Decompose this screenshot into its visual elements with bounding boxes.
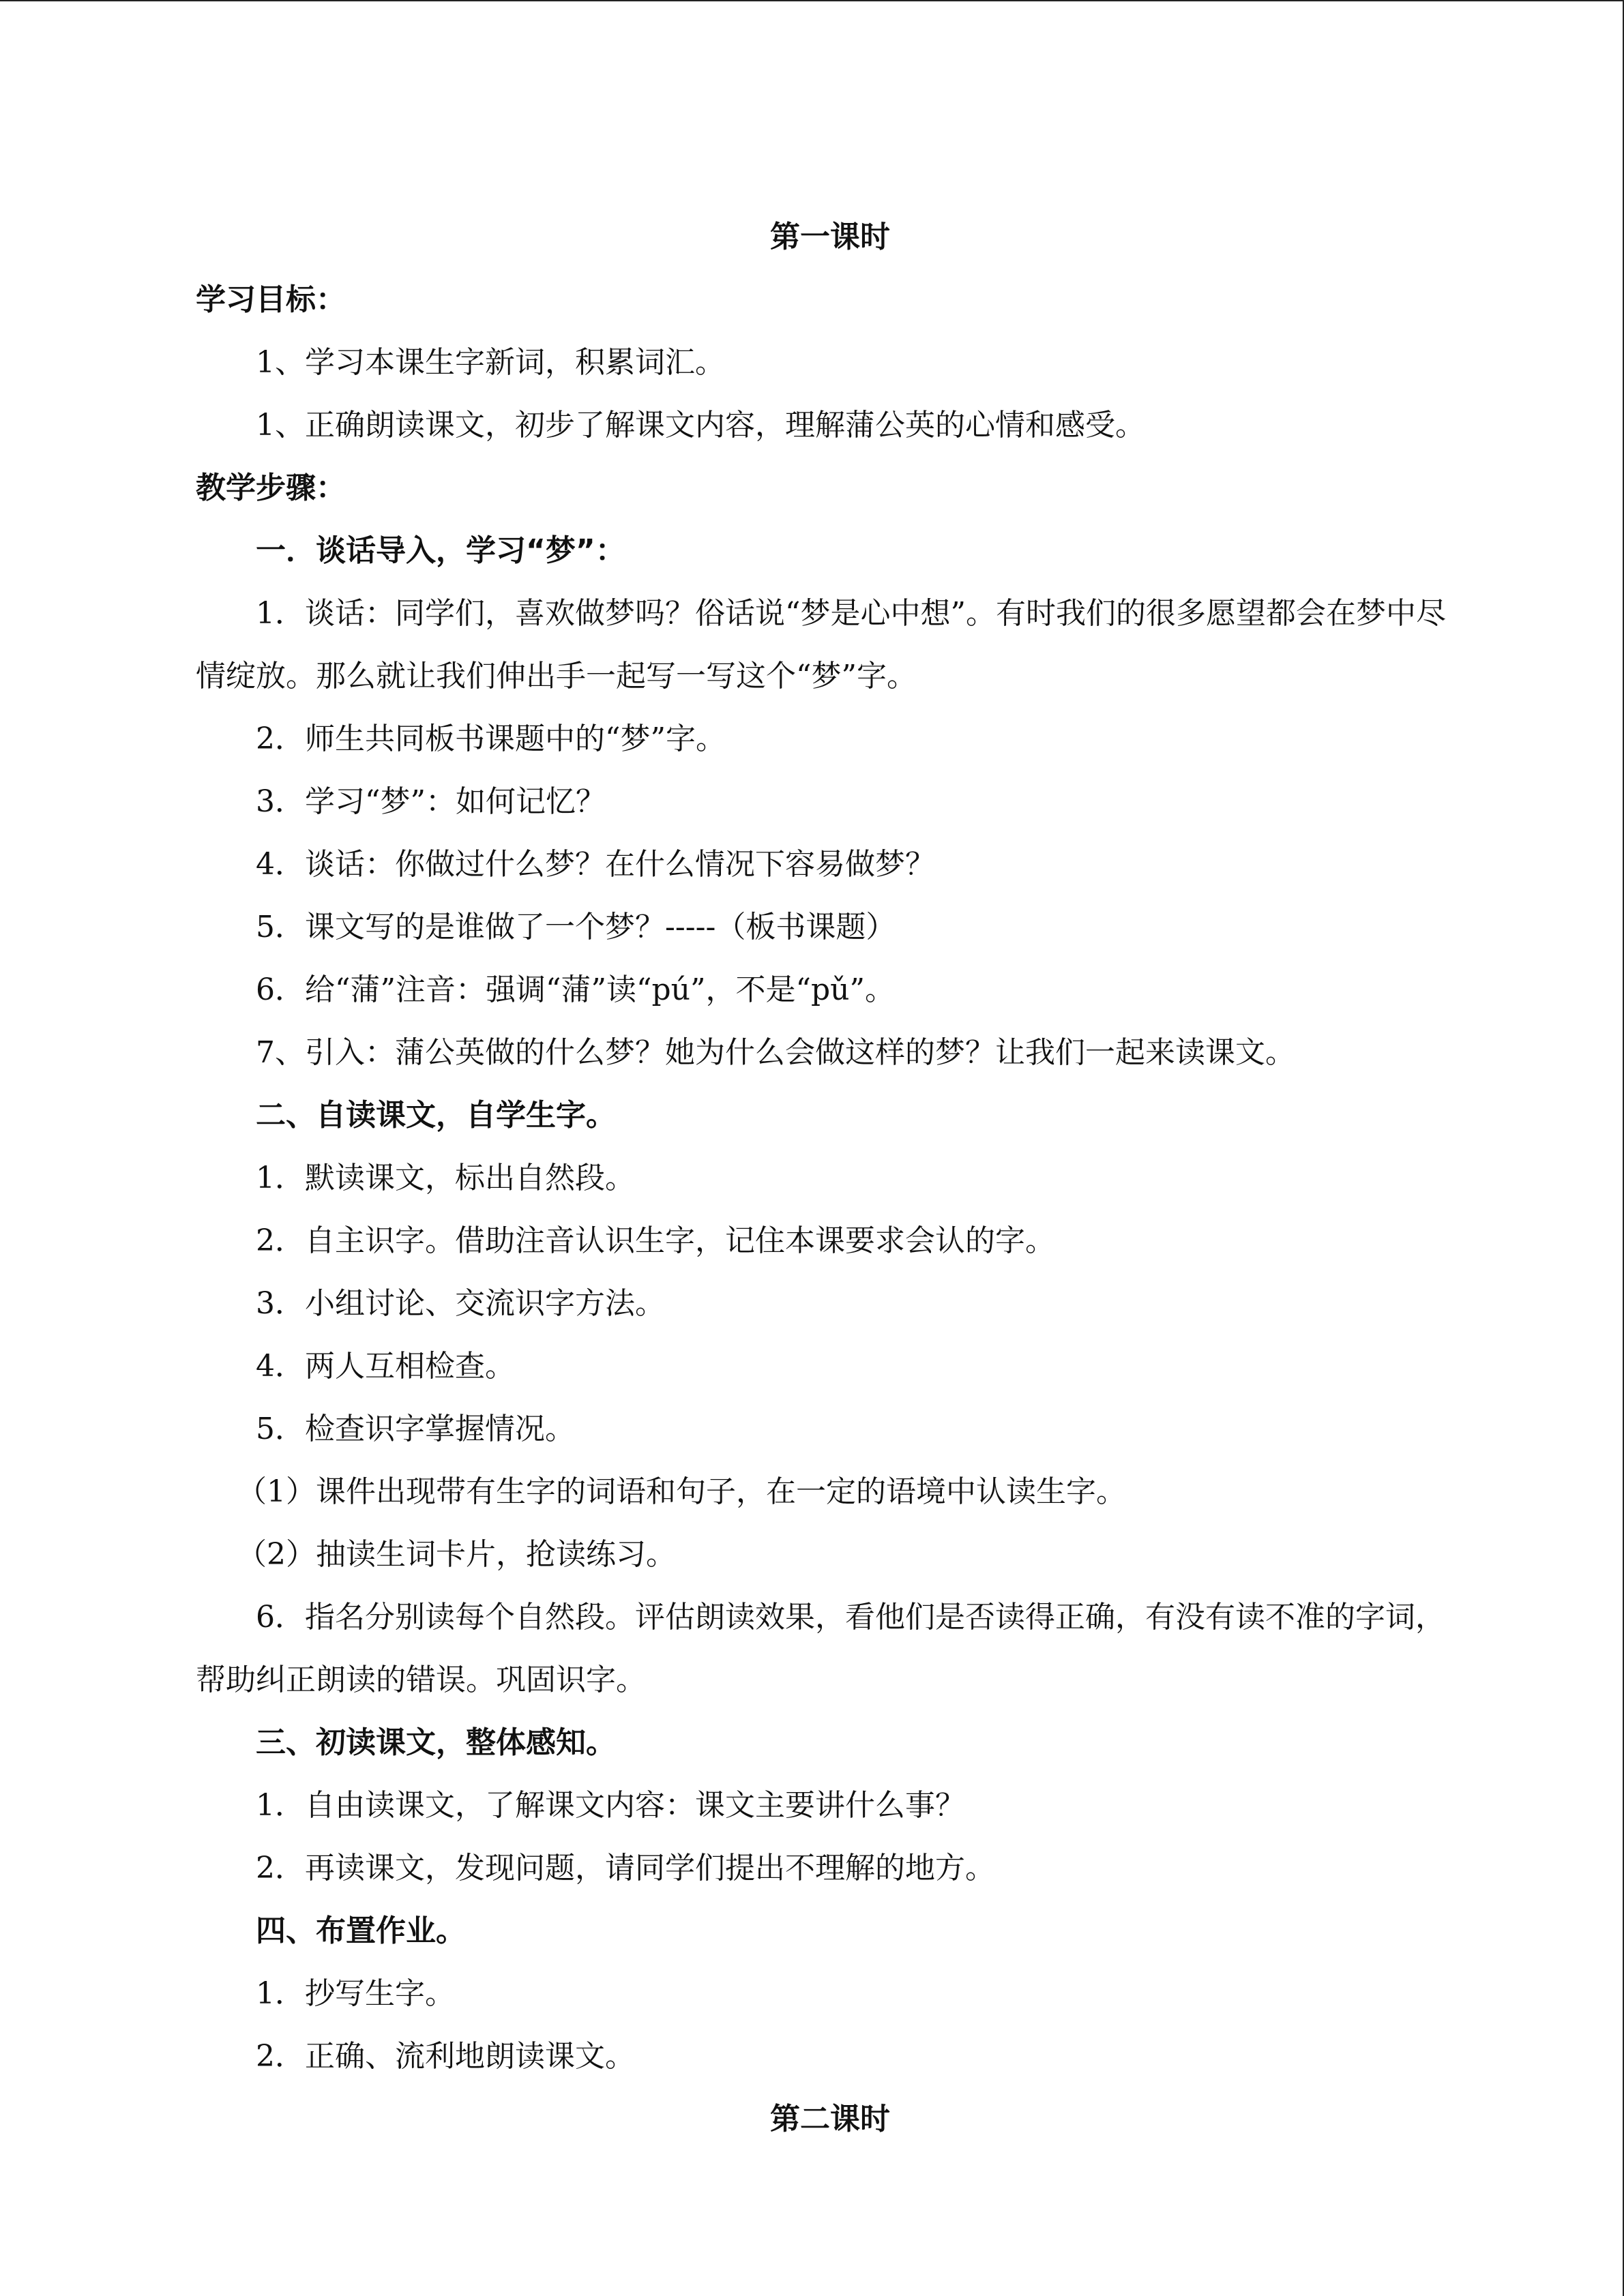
section-2-item: 3．小组讨论、交流识字方法。 (256, 1286, 665, 1321)
section-1-item: 4．谈话：你做过什么梦？在什么情况下容易做梦？ (256, 847, 935, 882)
section-2-sub-item: （1）课件出现带有生字的词语和句子，在一定的语境中认读生字。 (237, 1474, 1126, 1509)
section-4-item: 1．抄写生字。 (256, 1976, 455, 2011)
section-3-item: 1．自由读课文，了解课文内容：课文主要讲什么事？ (256, 1788, 965, 1823)
section-1-item: 6．给“蒲”注音：强调“蒲”读“pú”，不是“pǔ”。 (256, 972, 895, 1007)
goal-item: 1、正确朗读课文，初步了解课文内容，理解蒲公英的心情和感受。 (256, 408, 1145, 443)
section-2-item: 4．两人互相检查。 (256, 1349, 515, 1384)
document-content (196, 206, 1464, 2151)
goal-item: 1、学习本课生字新词，积累词汇。 (256, 345, 725, 380)
section-4-item: 2．正确、流利地朗读课文。 (256, 2039, 635, 2074)
section-1-item: 5．课文写的是谁做了一个梦？-----（板书课题） (256, 910, 896, 944)
section-1-item: 2．师生共同板书课题中的“梦”字。 (256, 721, 726, 756)
section-4-heading: 四、布置作业。 (256, 1913, 466, 1948)
lesson-1-title: 第一课时 (770, 220, 890, 254)
section-3-item: 2．再读课文，发现问题，请同学们提出不理解的地方。 (256, 1851, 995, 1885)
section-1-heading: 一．谈话导入，学习“梦”： (256, 533, 625, 568)
section-1-item: 1．谈话：同学们，喜欢做梦吗？俗话说“梦是心中想”。有时我们的很多愿望都会在梦中尽情绽放。那么就让我们伸出手一起写一写这个“梦”字。 (196, 596, 1446, 694)
section-3-heading: 三、初读课文，整体感知。 (256, 1725, 616, 1760)
section-1-item: 3．学习“梦”：如何记忆？ (256, 784, 606, 819)
steps-heading: 教学步骤： (196, 471, 346, 505)
section-2-item: 5．检查识字掌握情况。 (256, 1412, 575, 1446)
section-2-item: 1．默读课文，标出自然段。 (256, 1161, 635, 1195)
section-2-sub-item: （2）抽读生词卡片，抢读练习。 (237, 1537, 676, 1572)
section-2-heading: 二、自读课文，自学生字。 (256, 1098, 616, 1133)
section-2-item: 2．自主识字。借助注音认识生字，记住本课要求会认的字。 (256, 1223, 1055, 1258)
goals-heading: 学习目标： (196, 282, 346, 317)
lesson-2-title: 第二课时 (770, 2102, 890, 2136)
section-2-item: 6．指名分别读每个自然段。评估朗读效果，看他们是否读得正确，有没有读不准的字词，帮助纠正朗读的错误。巩固识字。 (196, 1600, 1445, 1697)
section-1-item: 7、引入：蒲公英做的什么梦？她为什么会做这样的梦？让我们一起来读课文。 (256, 1035, 1295, 1070)
